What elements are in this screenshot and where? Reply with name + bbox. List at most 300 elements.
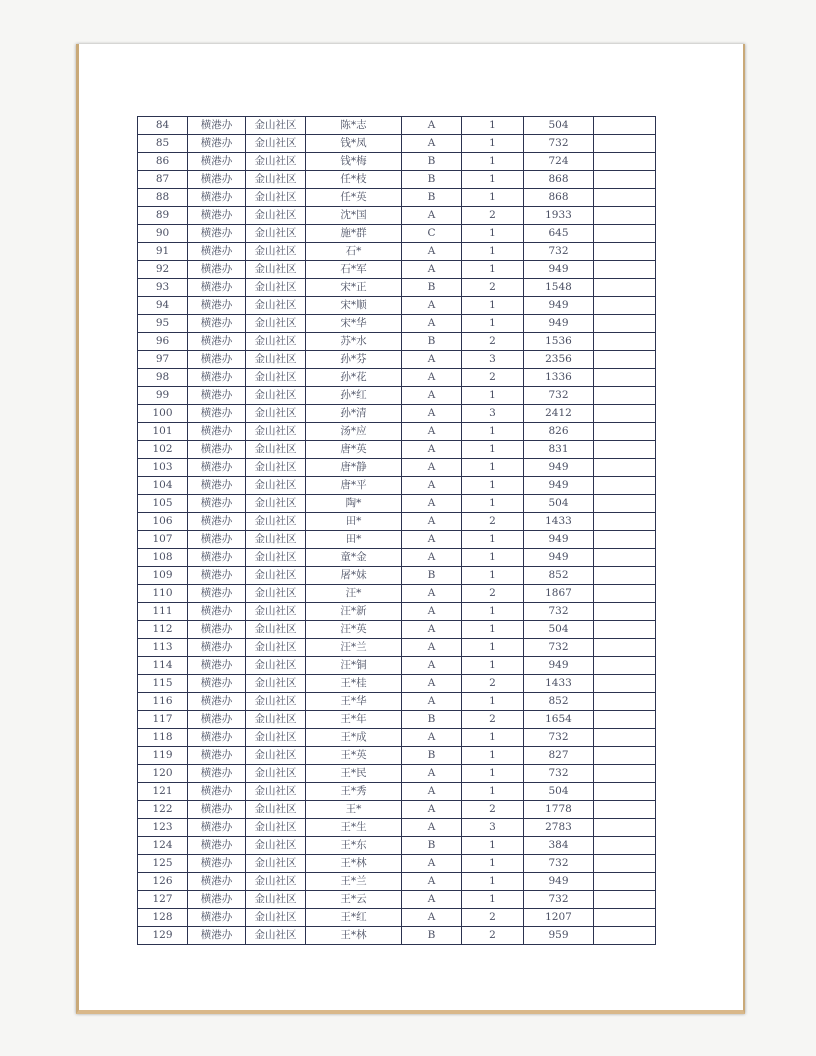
remarks-cell — [594, 675, 656, 693]
category-cell: A — [402, 315, 462, 333]
category-cell: A — [402, 207, 462, 225]
community-name-cell: 金山社区 — [246, 801, 306, 819]
office-name-cell: 横港办 — [188, 765, 246, 783]
remarks-cell — [594, 117, 656, 135]
amount-cell: 831 — [524, 441, 594, 459]
household-count-cell: 2 — [462, 927, 524, 945]
category-cell: A — [402, 891, 462, 909]
office-name-cell: 横港办 — [188, 117, 246, 135]
person-name-cell: 王*林 — [306, 855, 402, 873]
category-cell: A — [402, 657, 462, 675]
table-row — [138, 405, 656, 423]
amount-cell: 2783 — [524, 819, 594, 837]
office-name-cell: 横港办 — [188, 297, 246, 315]
household-count-cell: 1 — [462, 837, 524, 855]
community-name-cell: 金山社区 — [246, 495, 306, 513]
office-name-cell: 横港办 — [188, 225, 246, 243]
community-name-cell: 金山社区 — [246, 279, 306, 297]
household-count-cell: 1 — [462, 747, 524, 765]
records-table-body — [138, 117, 656, 945]
row-number-cell: 110 — [138, 585, 188, 603]
remarks-cell — [594, 891, 656, 909]
category-cell: A — [402, 585, 462, 603]
community-name-cell: 金山社区 — [246, 387, 306, 405]
amount-cell: 1207 — [524, 909, 594, 927]
household-count-cell: 1 — [462, 261, 524, 279]
amount-cell: 949 — [524, 549, 594, 567]
category-cell: B — [402, 279, 462, 297]
amount-cell: 504 — [524, 783, 594, 801]
amount-cell: 732 — [524, 243, 594, 261]
row-number-cell: 93 — [138, 279, 188, 297]
office-name-cell: 横港办 — [188, 585, 246, 603]
remarks-cell — [594, 621, 656, 639]
table-row — [138, 657, 656, 675]
household-count-cell: 3 — [462, 351, 524, 369]
table-row — [138, 387, 656, 405]
community-name-cell: 金山社区 — [246, 657, 306, 675]
person-name-cell: 钱*凤 — [306, 135, 402, 153]
person-name-cell: 王*英 — [306, 747, 402, 765]
office-name-cell: 横港办 — [188, 819, 246, 837]
person-name-cell: 钱*梅 — [306, 153, 402, 171]
remarks-cell — [594, 261, 656, 279]
household-count-cell: 2 — [462, 801, 524, 819]
table-row — [138, 585, 656, 603]
community-name-cell: 金山社区 — [246, 909, 306, 927]
amount-cell: 949 — [524, 459, 594, 477]
household-count-cell: 1 — [462, 189, 524, 207]
category-cell: A — [402, 621, 462, 639]
office-name-cell: 横港办 — [188, 189, 246, 207]
remarks-cell — [594, 135, 656, 153]
community-name-cell: 金山社区 — [246, 783, 306, 801]
row-number-cell: 121 — [138, 783, 188, 801]
community-name-cell: 金山社区 — [246, 405, 306, 423]
office-name-cell: 横港办 — [188, 495, 246, 513]
household-count-cell: 2 — [462, 513, 524, 531]
table-row — [138, 819, 656, 837]
remarks-cell — [594, 513, 656, 531]
row-number-cell: 94 — [138, 297, 188, 315]
person-name-cell: 王*年 — [306, 711, 402, 729]
remarks-cell — [594, 387, 656, 405]
household-count-cell: 1 — [462, 243, 524, 261]
table-row — [138, 531, 656, 549]
person-name-cell: 孙*红 — [306, 387, 402, 405]
household-count-cell: 1 — [462, 729, 524, 747]
community-name-cell: 金山社区 — [246, 315, 306, 333]
office-name-cell: 横港办 — [188, 729, 246, 747]
community-name-cell: 金山社区 — [246, 477, 306, 495]
community-name-cell: 金山社区 — [246, 297, 306, 315]
community-name-cell: 金山社区 — [246, 135, 306, 153]
person-name-cell: 王*桂 — [306, 675, 402, 693]
table-row — [138, 693, 656, 711]
table-row — [138, 675, 656, 693]
household-count-cell: 1 — [462, 603, 524, 621]
office-name-cell: 横港办 — [188, 369, 246, 387]
row-number-cell: 91 — [138, 243, 188, 261]
amount-cell: 384 — [524, 837, 594, 855]
amount-cell: 852 — [524, 693, 594, 711]
category-cell: B — [402, 567, 462, 585]
household-count-cell: 1 — [462, 495, 524, 513]
person-name-cell: 汪*新 — [306, 603, 402, 621]
household-count-cell: 1 — [462, 531, 524, 549]
person-name-cell: 任*枝 — [306, 171, 402, 189]
office-name-cell: 横港办 — [188, 441, 246, 459]
person-name-cell: 任*英 — [306, 189, 402, 207]
person-name-cell: 王*林 — [306, 927, 402, 945]
remarks-cell — [594, 243, 656, 261]
office-name-cell: 横港办 — [188, 693, 246, 711]
records-table — [137, 116, 656, 945]
category-cell: A — [402, 693, 462, 711]
category-cell: B — [402, 153, 462, 171]
person-name-cell: 宋*正 — [306, 279, 402, 297]
amount-cell: 1933 — [524, 207, 594, 225]
table-row — [138, 369, 656, 387]
table-row — [138, 351, 656, 369]
person-name-cell: 石*军 — [306, 261, 402, 279]
row-number-cell: 123 — [138, 819, 188, 837]
remarks-cell — [594, 477, 656, 495]
remarks-cell — [594, 693, 656, 711]
row-number-cell: 118 — [138, 729, 188, 747]
household-count-cell: 1 — [462, 135, 524, 153]
category-cell: B — [402, 927, 462, 945]
household-count-cell: 2 — [462, 585, 524, 603]
row-number-cell: 105 — [138, 495, 188, 513]
amount-cell: 949 — [524, 261, 594, 279]
person-name-cell: 汪*英 — [306, 621, 402, 639]
community-name-cell: 金山社区 — [246, 459, 306, 477]
household-count-cell: 1 — [462, 477, 524, 495]
community-name-cell: 金山社区 — [246, 513, 306, 531]
community-name-cell: 金山社区 — [246, 207, 306, 225]
remarks-cell — [594, 441, 656, 459]
category-cell: A — [402, 351, 462, 369]
person-name-cell: 王*生 — [306, 819, 402, 837]
office-name-cell: 横港办 — [188, 315, 246, 333]
community-name-cell: 金山社区 — [246, 153, 306, 171]
community-name-cell: 金山社区 — [246, 693, 306, 711]
row-number-cell: 127 — [138, 891, 188, 909]
remarks-cell — [594, 927, 656, 945]
category-cell: A — [402, 459, 462, 477]
row-number-cell: 119 — [138, 747, 188, 765]
remarks-cell — [594, 657, 656, 675]
remarks-cell — [594, 333, 656, 351]
category-cell: B — [402, 189, 462, 207]
amount-cell: 732 — [524, 765, 594, 783]
category-cell: A — [402, 675, 462, 693]
person-name-cell: 屠*妹 — [306, 567, 402, 585]
row-number-cell: 102 — [138, 441, 188, 459]
remarks-cell — [594, 225, 656, 243]
category-cell: A — [402, 135, 462, 153]
person-name-cell: 孙*花 — [306, 369, 402, 387]
table-row — [138, 189, 656, 207]
table-row — [138, 477, 656, 495]
amount-cell: 826 — [524, 423, 594, 441]
household-count-cell: 1 — [462, 765, 524, 783]
office-name-cell: 横港办 — [188, 639, 246, 657]
amount-cell: 949 — [524, 657, 594, 675]
category-cell: A — [402, 387, 462, 405]
household-count-cell: 2 — [462, 369, 524, 387]
category-cell: A — [402, 729, 462, 747]
remarks-cell — [594, 765, 656, 783]
row-number-cell: 124 — [138, 837, 188, 855]
person-name-cell: 汪*兰 — [306, 639, 402, 657]
table-row — [138, 423, 656, 441]
row-number-cell: 90 — [138, 225, 188, 243]
office-name-cell: 横港办 — [188, 459, 246, 477]
remarks-cell — [594, 189, 656, 207]
category-cell: A — [402, 423, 462, 441]
remarks-cell — [594, 855, 656, 873]
table-row — [138, 135, 656, 153]
category-cell: B — [402, 747, 462, 765]
community-name-cell: 金山社区 — [246, 369, 306, 387]
household-count-cell: 1 — [462, 891, 524, 909]
amount-cell: 949 — [524, 297, 594, 315]
household-count-cell: 1 — [462, 873, 524, 891]
table-row — [138, 495, 656, 513]
household-count-cell: 1 — [462, 855, 524, 873]
person-name-cell: 孙*清 — [306, 405, 402, 423]
table-row — [138, 603, 656, 621]
amount-cell: 1548 — [524, 279, 594, 297]
table-row — [138, 801, 656, 819]
remarks-cell — [594, 801, 656, 819]
office-name-cell: 横港办 — [188, 549, 246, 567]
household-count-cell: 1 — [462, 693, 524, 711]
amount-cell: 949 — [524, 531, 594, 549]
person-name-cell: 唐*平 — [306, 477, 402, 495]
household-count-cell: 1 — [462, 441, 524, 459]
community-name-cell: 金山社区 — [246, 567, 306, 585]
table-row — [138, 279, 656, 297]
community-name-cell: 金山社区 — [246, 729, 306, 747]
remarks-cell — [594, 909, 656, 927]
category-cell: B — [402, 333, 462, 351]
person-name-cell: 汪*铜 — [306, 657, 402, 675]
row-number-cell: 114 — [138, 657, 188, 675]
person-name-cell: 唐*英 — [306, 441, 402, 459]
household-count-cell: 1 — [462, 567, 524, 585]
amount-cell: 504 — [524, 621, 594, 639]
community-name-cell: 金山社区 — [246, 225, 306, 243]
row-number-cell: 128 — [138, 909, 188, 927]
row-number-cell: 89 — [138, 207, 188, 225]
row-number-cell: 92 — [138, 261, 188, 279]
office-name-cell: 横港办 — [188, 477, 246, 495]
table-row — [138, 225, 656, 243]
household-count-cell: 3 — [462, 819, 524, 837]
community-name-cell: 金山社区 — [246, 819, 306, 837]
person-name-cell: 王* — [306, 801, 402, 819]
remarks-cell — [594, 423, 656, 441]
household-count-cell: 1 — [462, 117, 524, 135]
household-count-cell: 1 — [462, 153, 524, 171]
office-name-cell: 横港办 — [188, 909, 246, 927]
community-name-cell: 金山社区 — [246, 549, 306, 567]
community-name-cell: 金山社区 — [246, 531, 306, 549]
office-name-cell: 横港办 — [188, 603, 246, 621]
person-name-cell: 苏*水 — [306, 333, 402, 351]
table-row — [138, 441, 656, 459]
amount-cell: 1867 — [524, 585, 594, 603]
amount-cell: 732 — [524, 603, 594, 621]
row-number-cell: 113 — [138, 639, 188, 657]
community-name-cell: 金山社区 — [246, 711, 306, 729]
amount-cell: 645 — [524, 225, 594, 243]
row-number-cell: 95 — [138, 315, 188, 333]
person-name-cell: 汪* — [306, 585, 402, 603]
document-page — [76, 44, 745, 1014]
person-name-cell: 孙*芬 — [306, 351, 402, 369]
table-row — [138, 729, 656, 747]
table-row — [138, 855, 656, 873]
table-row — [138, 765, 656, 783]
amount-cell: 732 — [524, 387, 594, 405]
community-name-cell: 金山社区 — [246, 243, 306, 261]
row-number-cell: 120 — [138, 765, 188, 783]
remarks-cell — [594, 783, 656, 801]
office-name-cell: 横港办 — [188, 423, 246, 441]
category-cell: A — [402, 297, 462, 315]
table-row — [138, 261, 656, 279]
community-name-cell: 金山社区 — [246, 423, 306, 441]
remarks-cell — [594, 711, 656, 729]
office-name-cell: 横港办 — [188, 261, 246, 279]
community-name-cell: 金山社区 — [246, 351, 306, 369]
remarks-cell — [594, 405, 656, 423]
remarks-cell — [594, 369, 656, 387]
amount-cell: 732 — [524, 891, 594, 909]
category-cell: A — [402, 549, 462, 567]
office-name-cell: 横港办 — [188, 711, 246, 729]
table-row — [138, 459, 656, 477]
remarks-cell — [594, 585, 656, 603]
row-number-cell: 86 — [138, 153, 188, 171]
row-number-cell: 116 — [138, 693, 188, 711]
office-name-cell: 横港办 — [188, 513, 246, 531]
community-name-cell: 金山社区 — [246, 927, 306, 945]
table-row — [138, 909, 656, 927]
amount-cell: 868 — [524, 189, 594, 207]
category-cell: A — [402, 603, 462, 621]
row-number-cell: 87 — [138, 171, 188, 189]
office-name-cell: 横港办 — [188, 351, 246, 369]
community-name-cell: 金山社区 — [246, 441, 306, 459]
remarks-cell — [594, 567, 656, 585]
remarks-cell — [594, 639, 656, 657]
community-name-cell: 金山社区 — [246, 603, 306, 621]
office-name-cell: 横港办 — [188, 531, 246, 549]
office-name-cell: 横港办 — [188, 837, 246, 855]
amount-cell: 949 — [524, 477, 594, 495]
table-row — [138, 117, 656, 135]
household-count-cell: 1 — [462, 297, 524, 315]
row-number-cell: 111 — [138, 603, 188, 621]
office-name-cell: 横港办 — [188, 243, 246, 261]
table-row — [138, 639, 656, 657]
household-count-cell: 2 — [462, 207, 524, 225]
amount-cell: 852 — [524, 567, 594, 585]
category-cell: B — [402, 711, 462, 729]
table-row — [138, 153, 656, 171]
row-number-cell: 106 — [138, 513, 188, 531]
category-cell: A — [402, 765, 462, 783]
amount-cell: 868 — [524, 171, 594, 189]
office-name-cell: 横港办 — [188, 207, 246, 225]
person-name-cell: 童*金 — [306, 549, 402, 567]
person-name-cell: 施*群 — [306, 225, 402, 243]
category-cell: A — [402, 243, 462, 261]
person-name-cell: 王*云 — [306, 891, 402, 909]
community-name-cell: 金山社区 — [246, 621, 306, 639]
amount-cell: 732 — [524, 135, 594, 153]
category-cell: B — [402, 171, 462, 189]
row-number-cell: 126 — [138, 873, 188, 891]
office-name-cell: 横港办 — [188, 747, 246, 765]
office-name-cell: 横港办 — [188, 135, 246, 153]
remarks-cell — [594, 531, 656, 549]
household-count-cell: 1 — [462, 783, 524, 801]
office-name-cell: 横港办 — [188, 873, 246, 891]
office-name-cell: 横港办 — [188, 279, 246, 297]
community-name-cell: 金山社区 — [246, 873, 306, 891]
category-cell: A — [402, 531, 462, 549]
amount-cell: 1433 — [524, 513, 594, 531]
remarks-cell — [594, 819, 656, 837]
person-name-cell: 田* — [306, 531, 402, 549]
office-name-cell: 横港办 — [188, 621, 246, 639]
remarks-cell — [594, 873, 656, 891]
table-row — [138, 513, 656, 531]
amount-cell: 504 — [524, 117, 594, 135]
row-number-cell: 96 — [138, 333, 188, 351]
amount-cell: 2356 — [524, 351, 594, 369]
amount-cell: 724 — [524, 153, 594, 171]
remarks-cell — [594, 171, 656, 189]
category-cell: A — [402, 261, 462, 279]
person-name-cell: 王*华 — [306, 693, 402, 711]
household-count-cell: 1 — [462, 171, 524, 189]
community-name-cell: 金山社区 — [246, 117, 306, 135]
amount-cell: 1336 — [524, 369, 594, 387]
remarks-cell — [594, 315, 656, 333]
person-name-cell: 石* — [306, 243, 402, 261]
amount-cell: 1654 — [524, 711, 594, 729]
household-count-cell: 1 — [462, 639, 524, 657]
amount-cell: 1433 — [524, 675, 594, 693]
table-row — [138, 315, 656, 333]
office-name-cell: 横港办 — [188, 657, 246, 675]
community-name-cell: 金山社区 — [246, 765, 306, 783]
category-cell: A — [402, 819, 462, 837]
household-count-cell: 2 — [462, 909, 524, 927]
table-row — [138, 567, 656, 585]
category-cell: A — [402, 873, 462, 891]
household-count-cell: 2 — [462, 711, 524, 729]
table-row — [138, 927, 656, 945]
row-number-cell: 122 — [138, 801, 188, 819]
